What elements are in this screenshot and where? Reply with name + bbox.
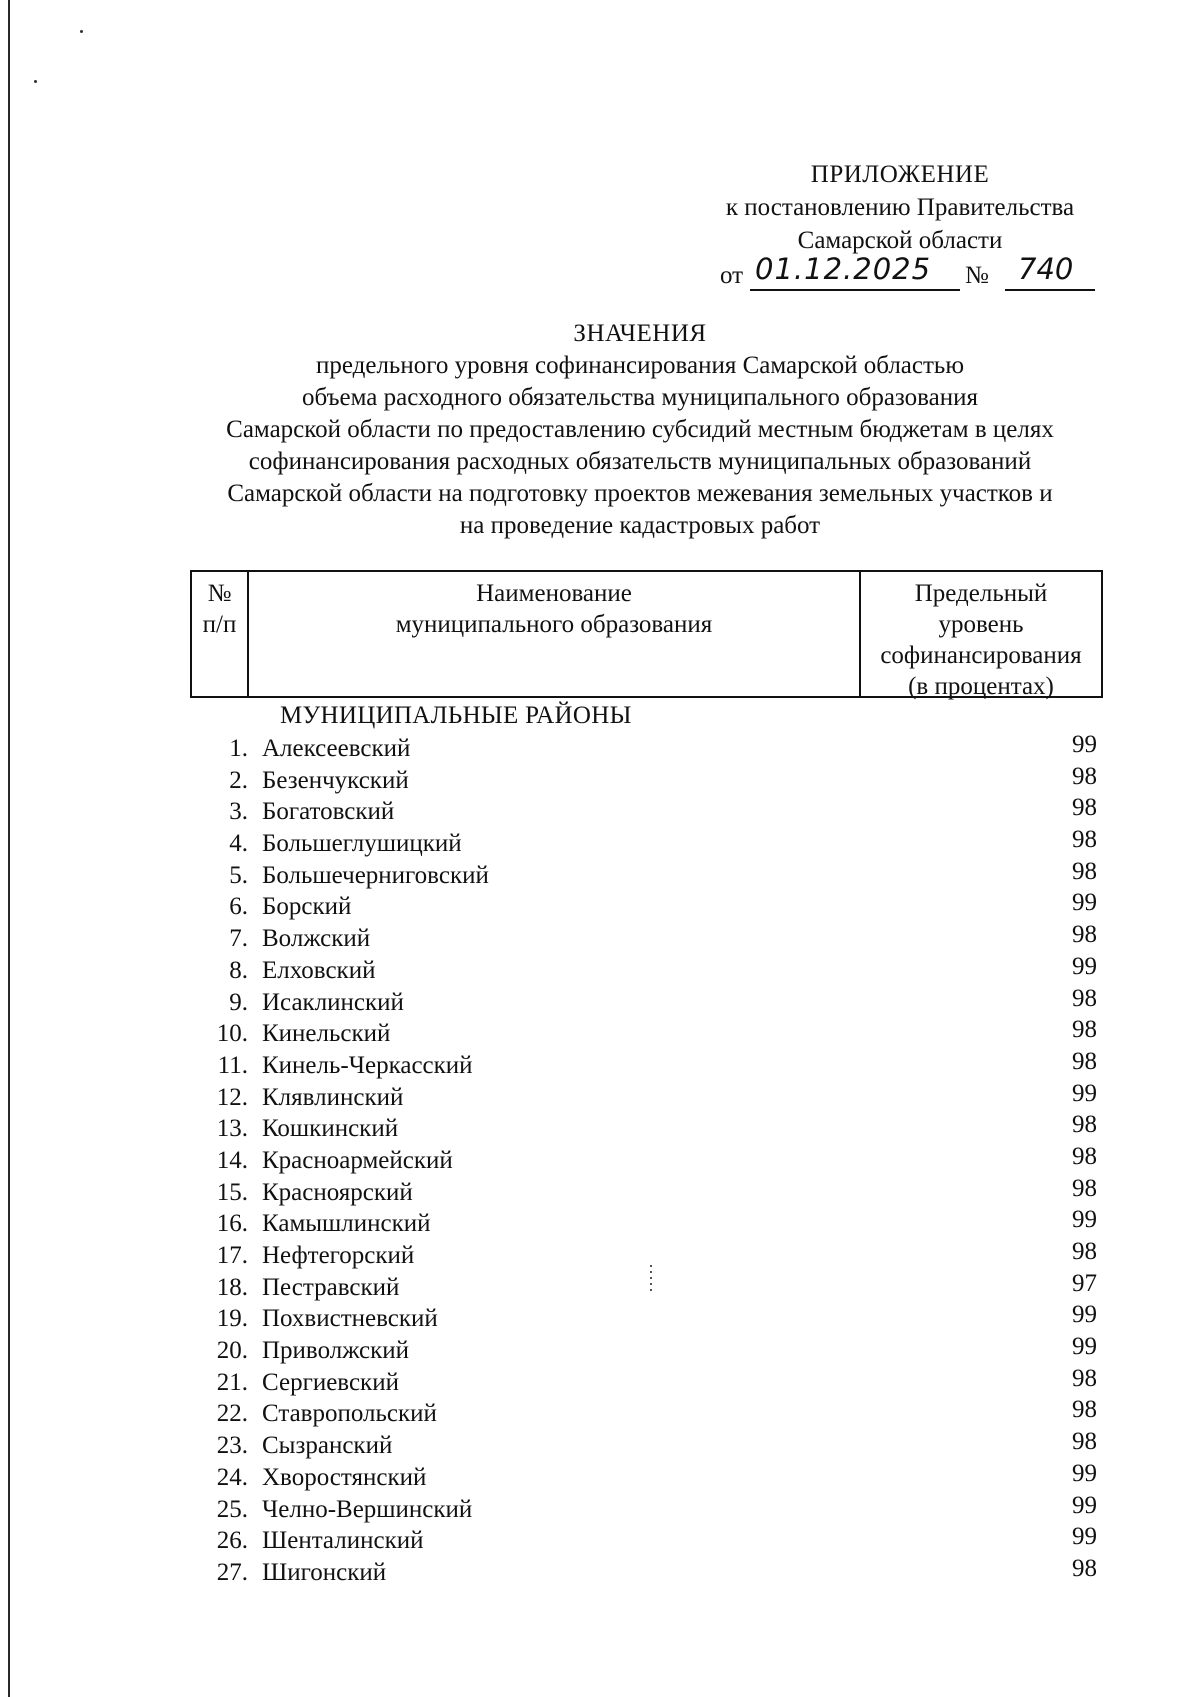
municipality-name: Клявлинский bbox=[262, 1083, 404, 1111]
cofinancing-level: 99 bbox=[1072, 1206, 1097, 1234]
table-row bbox=[190, 762, 1103, 799]
cofinancing-level: 99 bbox=[1072, 1491, 1097, 1519]
row-number: 12. bbox=[216, 1083, 248, 1111]
table-row bbox=[190, 1047, 1103, 1084]
table-row bbox=[190, 889, 1103, 925]
section-heading: МУНИЦИПАЛЬНЫЕ РАЙОНЫ bbox=[280, 702, 632, 729]
date-underline bbox=[750, 289, 960, 291]
header-text: (в процентах) bbox=[908, 673, 1054, 700]
row-number: 25. bbox=[216, 1495, 248, 1523]
cofinancing-level: 98 bbox=[1072, 826, 1097, 854]
table-row bbox=[190, 1396, 1103, 1432]
cofinancing-level: 98 bbox=[1072, 1142, 1097, 1170]
header-text: Предельный bbox=[914, 580, 1048, 607]
cofinancing-level: 98 bbox=[1072, 1364, 1097, 1392]
appendix-line-1: к постановлению Правительства bbox=[725, 194, 1075, 221]
cofinancing-level: 99 bbox=[1072, 952, 1097, 980]
row-number: 9. bbox=[229, 988, 248, 1016]
table-row bbox=[190, 1111, 1103, 1147]
appendix-title: ПРИЛОЖЕНИЕ bbox=[810, 161, 990, 188]
cofinancing-level: 98 bbox=[1072, 1428, 1097, 1456]
table-header bbox=[190, 570, 1103, 698]
table-row bbox=[190, 857, 1103, 894]
municipality-name: Красноярский bbox=[262, 1178, 413, 1206]
table-row bbox=[190, 1174, 1103, 1211]
municipality-name: Пестравский bbox=[262, 1273, 400, 1301]
table-row bbox=[190, 1554, 1103, 1591]
table-row bbox=[190, 1301, 1103, 1337]
heading-line: объема расходного обязательства муниципального образования bbox=[302, 384, 978, 411]
header-number-column bbox=[192, 572, 249, 696]
municipality-name: Кинель-Черкасский bbox=[262, 1051, 473, 1079]
cofinancing-level: 98 bbox=[1072, 762, 1097, 790]
row-number: 20. bbox=[216, 1337, 248, 1365]
scan-speck bbox=[34, 80, 37, 83]
cofinancing-level: 99 bbox=[1072, 1079, 1097, 1107]
number-underline bbox=[1005, 289, 1095, 291]
table-row bbox=[190, 731, 1103, 767]
heading-line: предельного уровня софинансирования Самарской областью bbox=[316, 352, 964, 379]
municipality-name: Борский bbox=[262, 893, 352, 921]
cofinancing-level: 98 bbox=[1072, 1016, 1097, 1044]
header-name-column bbox=[249, 572, 861, 696]
municipality-name: Похвистневский bbox=[262, 1305, 438, 1333]
cofinancing-level: 98 bbox=[1072, 794, 1097, 822]
municipality-name: Камышлинский bbox=[262, 1210, 431, 1238]
row-number: 5. bbox=[229, 861, 248, 889]
cofinancing-level: 99 bbox=[1072, 1459, 1097, 1487]
municipality-name: Большеглушицкий bbox=[262, 830, 462, 858]
cofinancing-level: 98 bbox=[1072, 1238, 1097, 1265]
cofinancing-level: 98 bbox=[1072, 857, 1097, 885]
row-number: 14. bbox=[216, 1146, 248, 1174]
table-row bbox=[190, 794, 1103, 830]
municipality-name: Сергиевский bbox=[262, 1368, 399, 1396]
row-number: 2. bbox=[229, 766, 248, 794]
cofinancing-level: 98 bbox=[1072, 1047, 1097, 1075]
municipality-name: Исаклинский bbox=[262, 988, 404, 1016]
header-level-column bbox=[861, 572, 1101, 700]
cofinancing-level: 98 bbox=[1072, 1554, 1097, 1582]
row-number: 10. bbox=[216, 1020, 248, 1048]
table-row bbox=[190, 1491, 1103, 1528]
header-text: муниципального образования bbox=[395, 611, 713, 638]
heading-line: Самарской области по предоставлению субсидий местным бюджетам в целях bbox=[226, 416, 1054, 443]
table-body bbox=[190, 731, 1103, 1591]
municipality-name: Елховский bbox=[262, 956, 376, 984]
table-row bbox=[190, 921, 1103, 957]
row-number: 8. bbox=[229, 956, 248, 984]
heading-line: Самарской области на подготовку проектов межевания земельных участков и bbox=[227, 480, 1053, 507]
municipality-name: Красноармейский bbox=[262, 1146, 453, 1174]
cofinancing-level: 98 bbox=[1072, 984, 1097, 1012]
header-text: № bbox=[207, 580, 232, 607]
municipality-name: Хворостянский bbox=[262, 1463, 427, 1491]
row-number: 22. bbox=[216, 1400, 248, 1428]
heading-title: ЗНАЧЕНИЯ bbox=[573, 320, 707, 347]
row-number: 3. bbox=[229, 798, 248, 826]
row-number: 1. bbox=[229, 735, 248, 762]
cofinancing-level: 99 bbox=[1072, 1301, 1097, 1329]
header-text: Наименование bbox=[476, 580, 632, 607]
cofinancing-level: 99 bbox=[1072, 731, 1097, 758]
municipality-name: Шигонский bbox=[262, 1558, 387, 1586]
row-number: 6. bbox=[229, 893, 248, 921]
number-sign: № bbox=[965, 262, 989, 289]
municipality-name: Безенчукский bbox=[262, 766, 409, 794]
appendix-block bbox=[700, 158, 1100, 293]
cofinancing-level: 97 bbox=[1072, 1269, 1097, 1297]
scan-speck bbox=[80, 30, 83, 33]
table-row bbox=[190, 1364, 1103, 1401]
municipality-name: Кинельский bbox=[262, 1020, 391, 1048]
row-number: 21. bbox=[216, 1368, 248, 1396]
cofinancing-level: 98 bbox=[1072, 1396, 1097, 1424]
cofinancing-level: 99 bbox=[1072, 1523, 1097, 1551]
row-number: 17. bbox=[216, 1242, 248, 1269]
header-text: уровень bbox=[938, 611, 1024, 638]
date-prefix: от bbox=[720, 262, 744, 289]
municipality-name: Шенталинский bbox=[262, 1527, 424, 1555]
municipality-name: Кошкинский bbox=[262, 1115, 399, 1143]
row-number: 23. bbox=[216, 1432, 248, 1460]
cofinancing-level: 98 bbox=[1072, 1111, 1097, 1139]
municipality-name: Челно-Вершинский bbox=[262, 1495, 473, 1523]
decree-number: 740 bbox=[1018, 252, 1074, 286]
municipality-name: Сызранский bbox=[262, 1432, 393, 1460]
appendix-line-2: Самарской области bbox=[797, 227, 1003, 254]
table-row bbox=[190, 1206, 1103, 1242]
table-row bbox=[190, 1428, 1103, 1464]
row-number: 7. bbox=[229, 925, 248, 953]
municipality-name: Волжский bbox=[262, 925, 371, 953]
cofinancing-level: 99 bbox=[1072, 1333, 1097, 1361]
table-row bbox=[190, 1459, 1103, 1496]
municipality-name: Алексеевский bbox=[262, 735, 411, 762]
row-number: 11. bbox=[217, 1051, 248, 1079]
row-number: 13. bbox=[216, 1115, 248, 1143]
municipality-name: Богатовский bbox=[262, 798, 395, 826]
table-row bbox=[190, 1079, 1103, 1116]
row-number: 26. bbox=[216, 1527, 248, 1555]
table-row bbox=[190, 1238, 1103, 1274]
table-row bbox=[190, 1269, 1103, 1306]
municipality-name: Большечерниговский bbox=[262, 861, 489, 889]
table-row bbox=[190, 1333, 1103, 1369]
decree-reference bbox=[700, 252, 1100, 293]
table-row bbox=[190, 984, 1103, 1021]
row-number: 27. bbox=[216, 1558, 248, 1586]
cofinancing-level: 98 bbox=[1072, 921, 1097, 949]
table-row bbox=[190, 1523, 1103, 1559]
table-row bbox=[190, 826, 1103, 862]
municipality-name: Нефтегорский bbox=[262, 1242, 415, 1269]
municipality-name: Ставропольский bbox=[262, 1400, 437, 1428]
header-text: п/п bbox=[202, 611, 237, 638]
cofinancing-level: 98 bbox=[1072, 1174, 1097, 1202]
table-row bbox=[190, 952, 1103, 989]
scan-edge-line bbox=[8, 0, 10, 1697]
decree-date: 01.12.2025 bbox=[755, 252, 932, 286]
row-number: 18. bbox=[216, 1273, 248, 1301]
table-row bbox=[190, 1142, 1103, 1179]
row-number: 24. bbox=[216, 1463, 248, 1491]
municipality-name: Приволжский bbox=[262, 1337, 410, 1365]
table-row bbox=[190, 1016, 1103, 1052]
row-number: 15. bbox=[216, 1178, 248, 1206]
document-heading bbox=[170, 318, 1110, 542]
row-number: 16. bbox=[216, 1210, 248, 1238]
cofinancing-level: 99 bbox=[1072, 889, 1097, 917]
header-text: софинансирования bbox=[880, 642, 1082, 669]
row-number: 4. bbox=[229, 830, 248, 858]
heading-line: софинансирования расходных обязательств муниципальных образований bbox=[248, 448, 1032, 475]
row-number: 19. bbox=[216, 1305, 248, 1333]
heading-line: на проведение кадастровых работ bbox=[459, 512, 821, 539]
